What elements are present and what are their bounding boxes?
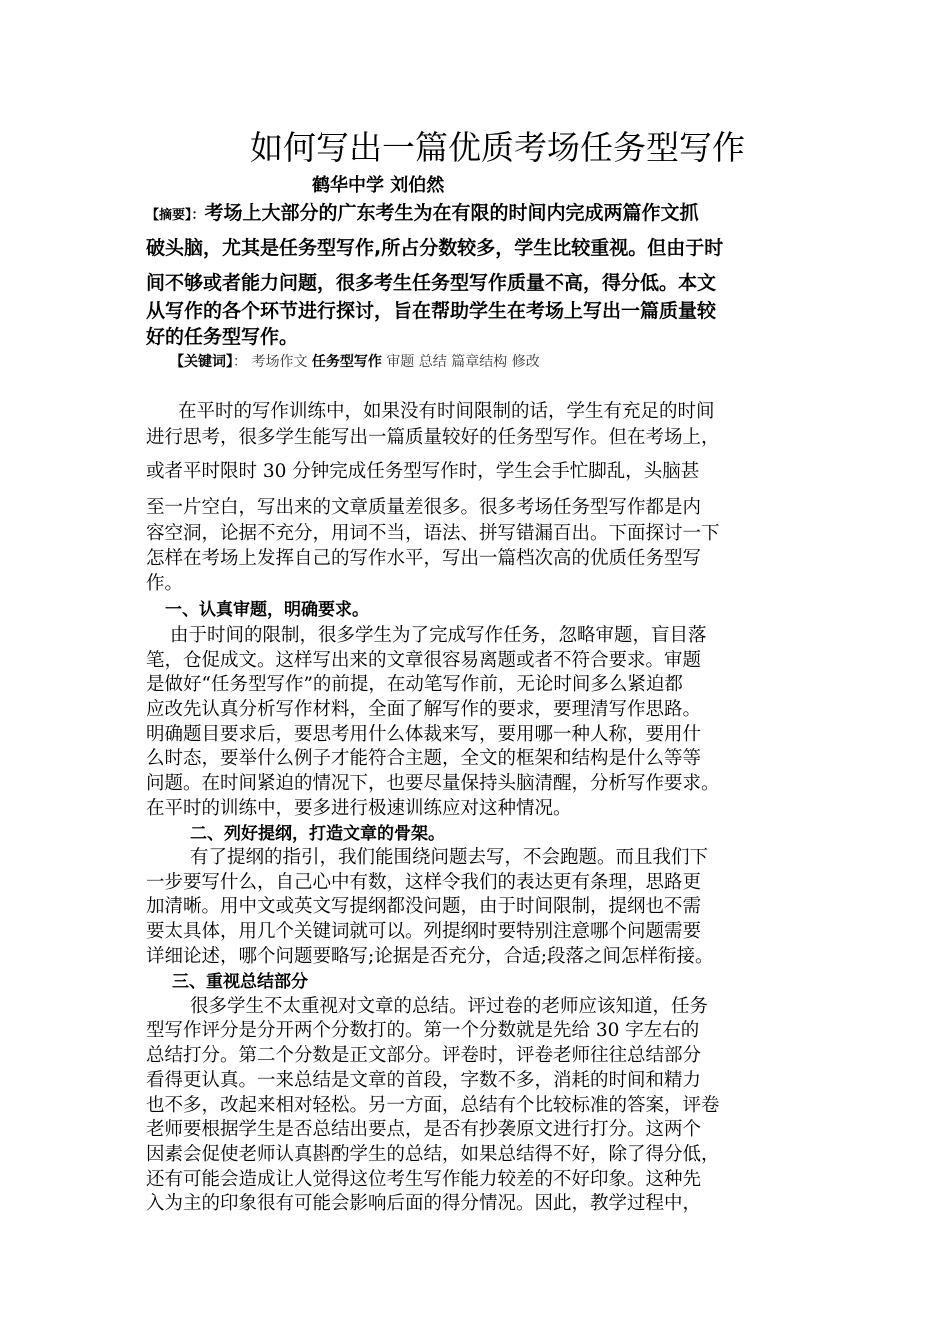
section-3-line-5: 也不多，改起来相对轻松。另一方面，总结有个比较标准的答案，评卷 — [146, 1095, 720, 1116]
section-3-line-4: 看得更认真。一来总结是文章的首段，字数不多，消耗的时间和精力 — [146, 1070, 702, 1091]
keyword-2: 任务型写作 — [311, 354, 382, 370]
section-3-heading: 三、重视总结部分 — [172, 972, 308, 992]
section-2-heading: 二、列好提纲，打造文章的骨架。 — [190, 824, 445, 844]
keyword-rest: 审题 总结 篇章结构 修改 — [386, 354, 540, 370]
document-title: 如何写出一篇优质考场任务型写作 — [250, 128, 745, 167]
intro-line-6: 怎样在考场上发挥自己的写作水平，写出一篇档次高的优质任务型写 — [146, 548, 702, 569]
section-1-line-6: 么时态，要举什么例子才能符合主题，全文的框架和结构是什么等等 — [146, 748, 702, 769]
section-3-line-8: 还有可能会造成让人觉得这位考生写作能力较差的不好印象。这种先 — [146, 1169, 702, 1190]
keywords-label: 【关键词】 — [170, 354, 233, 370]
section-3-line-7: 因素会促使老师认真斟酌学生的总结，如果总结得不好，除了得分低， — [146, 1144, 720, 1165]
intro-line-2: 进行思考，很多学生能写出一篇质量较好的任务型写作。但在考场上， — [146, 427, 720, 448]
section-1-heading: 一、认真审题，明确要求。 — [165, 600, 369, 620]
abstract-line-2: 破头脑，尤其是任务型写作,所占分数较多，学生比较重视。但由于时 — [146, 237, 724, 259]
section-1-line-8: 在平时的训练中，要多进行极速训练应对这种情况。 — [146, 798, 572, 819]
section-3-line-1: 很多学生不太重视对文章的总结。评过卷的老师应该知道，任务 — [190, 996, 709, 1017]
intro-line-1: 在平时的写作训练中，如果没有时间限制的话，学生有充足的时间 — [178, 401, 715, 422]
section-3-line-6: 老师要根据学生是否总结出要点，是否有抄袭原文进行打分。这两个 — [146, 1119, 702, 1140]
abstract-line-4: 从写作的各个环节进行探讨，旨在帮助学生在考场上写出一篇质量较 — [146, 300, 717, 322]
abstract-label: 【摘要】 — [146, 208, 192, 223]
abstract-line-3: 间不够或者能力问题，很多考生任务型写作质量不高，得分低。本文 — [146, 272, 717, 294]
intro-line-7: 作。 — [146, 573, 184, 594]
section-2-line-4: 要太具体，用几个关键词就可以。列提纲时要特别注意哪个问题需要 — [146, 921, 702, 942]
abstract-sep: ： — [191, 208, 205, 223]
section-1-line-7: 问题。在时间紧迫的情况下，也要尽量保持头脑清醒，分析写作要求。 — [146, 773, 720, 794]
section-1-line-1: 由于时间的限制，很多学生为了完成写作任务，忽略审题，盲目落 — [170, 625, 707, 646]
intro-line-4: 至一片空白，写出来的文章质量差很多。很多考场任务型写作都是内 — [146, 497, 702, 518]
section-2-line-3: 加清晰。用中文或英文写提纲都没问题，由于时间限制，提纲也不需 — [146, 896, 702, 917]
section-2-line-5: 详细论述，哪个问题要略写;论据是否充分，合适;段落之间怎样衔接。 — [146, 946, 714, 967]
section-1-line-2: 笔，仓促成文。这样写出来的文章很容易离题或者不符合要求。审题 — [146, 650, 702, 671]
intro-line-5: 容空洞，论据不充分，用词不当，语法、拼写错漏百出。下面探讨一下 — [146, 523, 720, 544]
section-3-line-9: 入为主的印象很有可能会影响后面的得分情况。因此，教学过程中， — [146, 1193, 702, 1214]
section-2-line-1: 有了提纲的指引，我们能围绕问题去写，不会跑题。而且我们下 — [190, 847, 709, 868]
section-1-line-3: 是做好“任务型写作”的前提，在动笔写作前，无论时间多么紧迫都 — [146, 674, 683, 695]
intro-line-3: 或者平时限时 30 分钟完成任务型写作时，学生会手忙脚乱，头脑甚 — [146, 461, 700, 482]
abstract-line-1 — [146, 200, 699, 229]
keyword-1: 考场作文 — [251, 354, 308, 370]
keywords-sep: ： — [233, 354, 247, 370]
abstract-line-5: 好的任务型写作。 — [146, 326, 299, 348]
author-line: 鹤华中学 刘伯然 — [312, 175, 445, 196]
section-3-line-3: 总结打分。第二个分数是正文部分。评卷时，评卷老师往往总结部分 — [146, 1045, 702, 1066]
section-3-line-2: 型写作评分是分开两个分数打的。第一个分数就是先给 30 字左右的 — [146, 1020, 700, 1041]
section-1-line-5: 明确题目要求后，要思考用什么体裁来写，要用哪一种人称，要用什 — [146, 724, 702, 745]
abstract-text: 考场上大部分的广东考生为在有限的时间内完成两篇作文抓 — [204, 202, 699, 224]
section-1-line-4: 应改先认真分析写作材料，全面了解写作的要求，要理清写作思路。 — [146, 699, 702, 720]
keywords-line — [170, 352, 540, 372]
section-2-line-2: 一步要写什么，自己心中有数，这样令我们的表达更有条理，思路更 — [146, 872, 702, 893]
